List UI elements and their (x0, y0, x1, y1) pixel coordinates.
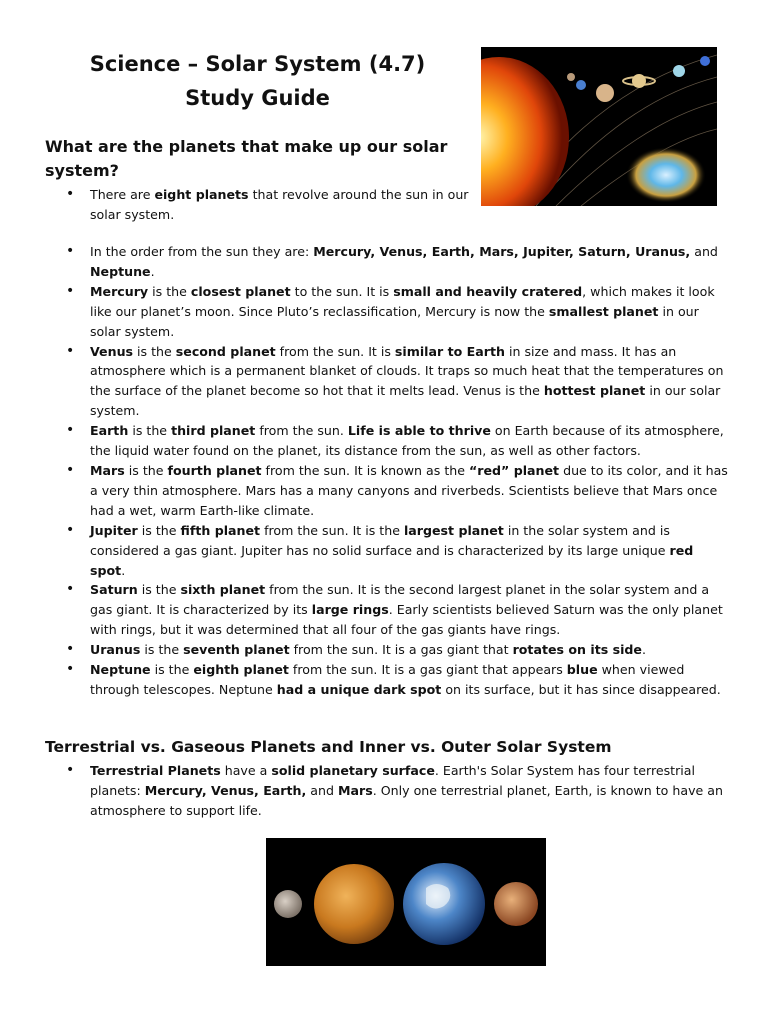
text-run: , which makes it look like our planet’s moon. Since Pluto’s reclassification, Mercury is now the (90, 283, 715, 319)
planet-facts-list (58, 242, 728, 700)
bold-term: solid planetary surface (271, 763, 435, 778)
text-run: is the (128, 423, 172, 439)
list-item (58, 342, 728, 422)
section-question: What are the planets that make up our solar system? (45, 137, 448, 180)
bold-term: Mercury, Venus, Earth, (144, 782, 307, 798)
bold-term: Mars (338, 782, 373, 798)
text-run: in our solar system. (90, 383, 721, 419)
bold-term: smallest planet (548, 303, 659, 319)
bold-term: Jupiter (90, 522, 138, 538)
bold-term: Life is able to thrive (347, 423, 491, 439)
solar-system-image (481, 47, 717, 206)
list-item (58, 242, 728, 282)
list-item (58, 640, 728, 660)
bold-term: Uranus (90, 642, 141, 658)
list-item (58, 521, 728, 581)
text-run: due to its color, and it has a very thin atmosphere. Mars has a many canyons and riverbeds. Scientists believe that Mars once had a wet, warm Earth-like climate. (90, 462, 728, 518)
text-run: . Only one terrestrial planet, Earth, is known to have an atmosphere to support life. (90, 782, 723, 818)
bold-term: Mercury, Venus, Earth, Mars, Jupiter, Saturn, Uranus, (313, 244, 691, 259)
bold-term: Earth (90, 423, 129, 439)
bold-term: closest planet (190, 283, 291, 299)
list-item (58, 461, 728, 521)
text-run: that revolve around the sun in our solar system. (90, 187, 469, 222)
text-run: is the (133, 343, 176, 359)
bold-term: eight planets (154, 187, 249, 202)
section-heading: Terrestrial vs. Gaseous Planets and Inner vs. Outer Solar System (45, 738, 612, 756)
bold-term: Terrestrial Planets (90, 763, 221, 778)
text-run: from the sun. (255, 423, 348, 439)
terrestrial-list (58, 761, 728, 821)
text-run: . (150, 263, 155, 279)
bold-term: Neptune (90, 662, 151, 678)
text-run: is the (137, 582, 181, 598)
bold-term: Mercury (90, 283, 149, 299)
bold-term: had a unique dark spot (276, 681, 442, 697)
bold-term: large rings (311, 602, 389, 618)
terrestrial-planets-illustration (266, 838, 546, 966)
bold-term: seventh planet (183, 642, 290, 658)
text-run: is the (150, 662, 194, 678)
bold-term: rotates on its side (512, 642, 642, 658)
bold-term: Neptune (90, 263, 151, 279)
text-run: from the sun. It is the (260, 522, 404, 538)
text-run: from the sun. It is (275, 343, 395, 359)
text-run: on Earth because of its atmosphere, the liquid water found on the planet, its distance from the sun, as well as other factors. (90, 423, 724, 459)
title-line-1: Science – Solar System (4.7) (89, 52, 426, 76)
bold-term: fourth planet (167, 462, 262, 478)
text-run: to the sun. It is (290, 283, 394, 299)
bold-term: hottest planet (543, 383, 646, 399)
bold-term: eighth planet (193, 662, 289, 678)
text-run: have a (220, 763, 272, 778)
list-item (58, 761, 728, 821)
list-item (58, 580, 728, 640)
text-run: In the order from the sun they are: (90, 244, 314, 259)
title-line-2: Study Guide (185, 86, 330, 110)
bold-term: Mars (90, 462, 125, 478)
text-run: on its surface, but it has since disappeared. (441, 681, 721, 697)
text-run: in size and mass. It has an atmosphere which is a permanent blanket of clouds. It traps so much heat that the temperatures on the surface of the planet become so hot that it melts lead. Venus is the (90, 343, 724, 399)
text-run: There are (90, 187, 155, 202)
bold-term: Venus (90, 343, 134, 359)
text-run: is the (124, 462, 168, 478)
text-run: . Earth's Solar System has four terrestrial planets: (90, 763, 695, 798)
bold-term: red spot (90, 542, 694, 578)
text-run: and (690, 244, 718, 259)
list-item (58, 660, 728, 700)
solar-system-illustration (481, 47, 717, 206)
terrestrial-planets-image (266, 838, 546, 966)
text-run: is the (148, 283, 191, 299)
bold-term: “red” planet (469, 462, 560, 478)
bold-term: similar to Earth (394, 343, 505, 359)
list-item (58, 421, 728, 461)
list-item (58, 282, 728, 342)
bold-term: sixth planet (180, 582, 266, 598)
text-run: when viewed through telescopes. Neptune (90, 662, 685, 697)
text-run: in our solar system. (90, 303, 699, 339)
bold-term: small and heavily cratered (393, 283, 583, 299)
text-run: from the sun. It is a gas giant that appears (288, 662, 567, 678)
text-run: from the sun. It is a gas giant that (289, 642, 513, 658)
bold-term: blue (566, 662, 598, 678)
text-run: . (641, 642, 646, 658)
text-run: from the sun. It is the second largest planet in the solar system and a gas giant. It is characterized by its (90, 582, 710, 618)
bold-term: second planet (175, 343, 276, 359)
text-run: in the solar system and is considered a gas giant. Jupiter has no solid surface and is characterized by its large unique (90, 522, 670, 558)
list-item (58, 185, 478, 225)
text-run: is the (137, 522, 181, 538)
text-run: and (306, 782, 338, 798)
text-run: . Early scientists believed Saturn was the only planet with rings, but it was determined that all four of the gas giants have rings. (90, 602, 723, 638)
bold-term: fifth planet (180, 522, 261, 538)
bold-term: Saturn (90, 582, 138, 598)
text-run: from the sun. It is known as the (261, 462, 469, 478)
bold-term: largest planet (403, 522, 504, 538)
text-run: . (121, 562, 126, 578)
text-run: is the (140, 642, 184, 658)
bold-term: third planet (171, 423, 256, 439)
intro-list (58, 185, 478, 225)
